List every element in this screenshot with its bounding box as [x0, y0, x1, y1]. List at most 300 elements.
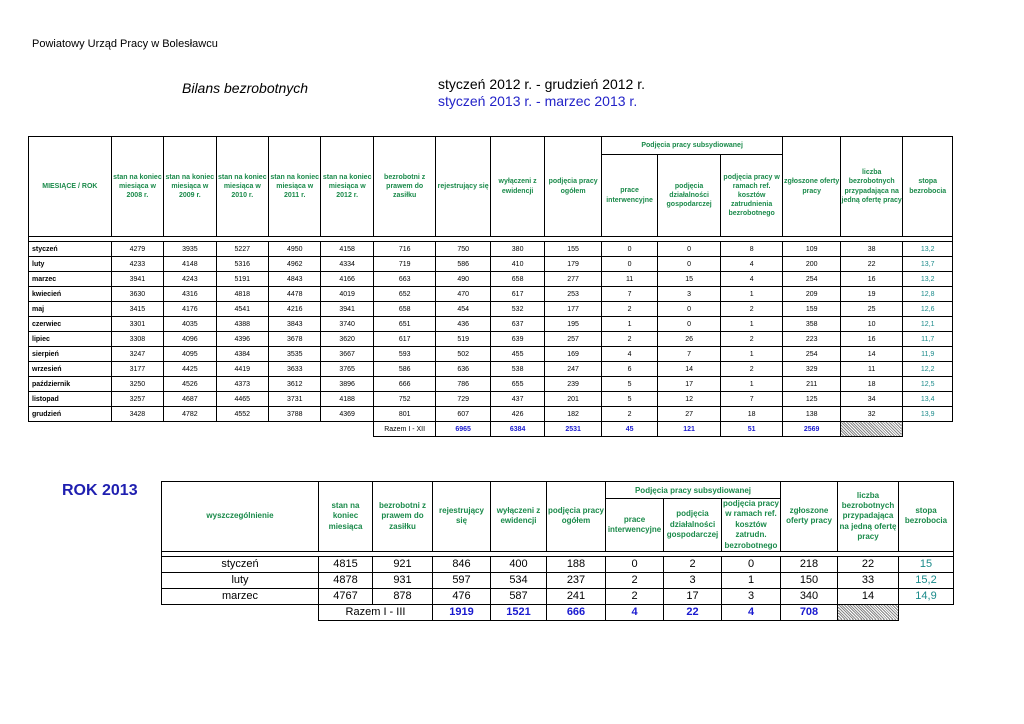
table-cell: 14 [838, 588, 899, 604]
table-cell: 150 [781, 572, 838, 588]
table-cell: 4 [720, 272, 783, 287]
table-cell: 658 [490, 272, 544, 287]
table-cell: 188 [547, 556, 606, 572]
table-cell: 476 [433, 588, 491, 604]
t2-header-offers: zgłoszone oferty pracy [781, 482, 838, 552]
table-cell: 1 [720, 287, 783, 302]
table-cell: 4782 [164, 407, 216, 422]
table-row [29, 377, 953, 392]
table-cell: 3941 [321, 302, 373, 317]
table-cell: 22 [840, 257, 903, 272]
table-cell: 3678 [269, 332, 321, 347]
table-cell: 11 [840, 362, 903, 377]
table-cell: 4334 [321, 257, 373, 272]
t2-header-registering: rejestrujący się [433, 482, 491, 552]
total-offers: 2569 [783, 422, 840, 437]
period-2013: styczeń 2013 r. - marzec 2013 r. [438, 93, 638, 109]
table-cell: 13,9 [903, 407, 953, 422]
table-cell: 16 [840, 332, 903, 347]
table-cell: 33 [838, 572, 899, 588]
t2-total-interventional: 4 [606, 604, 664, 620]
total-business: 121 [658, 422, 721, 437]
table-cell: 3 [664, 572, 722, 588]
table-cell: 8 [720, 242, 783, 257]
header-registering: rejestrujący się [436, 137, 490, 237]
table-cell: 1 [720, 347, 783, 362]
table-cell: 4843 [269, 272, 321, 287]
row-label: maj [29, 302, 112, 317]
table-cell: 4962 [269, 257, 321, 272]
table-cell: 0 [658, 317, 721, 332]
table-cell: 254 [783, 347, 840, 362]
table-cell: 155 [545, 242, 601, 257]
table-cell: 3935 [164, 242, 216, 257]
table-cell: 7 [658, 347, 721, 362]
table-cell: 13,7 [903, 257, 953, 272]
table-cell: 4176 [164, 302, 216, 317]
table-cell: 534 [491, 572, 547, 588]
t2-header-business: podjęcia działalności gospodarczej [664, 499, 722, 552]
table-cell: 182 [545, 407, 601, 422]
table-cell: 3620 [321, 332, 373, 347]
table-cell: 651 [373, 317, 436, 332]
row-label: luty [29, 257, 112, 272]
table-cell: 109 [783, 242, 840, 257]
row-label: październik [29, 377, 112, 392]
table-cell: 4526 [164, 377, 216, 392]
table-cell: 586 [436, 257, 490, 272]
total-jobs: 2531 [545, 422, 601, 437]
t2-header-spec: wyszczególnienie [162, 482, 319, 552]
table-cell: 13,2 [903, 242, 953, 257]
table-cell: 2 [601, 332, 657, 347]
table-cell: 4166 [321, 272, 373, 287]
table-cell: 4541 [216, 302, 268, 317]
table-cell: 4878 [319, 572, 373, 588]
table-row [29, 302, 953, 317]
header-business: podjęcia działalności gospodarczej [658, 155, 721, 237]
table-cell: 14 [840, 347, 903, 362]
table-cell: 14 [658, 362, 721, 377]
table-cell: 12,8 [903, 287, 953, 302]
table-cell: 4019 [321, 287, 373, 302]
table-cell: 4095 [164, 347, 216, 362]
table-cell: 125 [783, 392, 840, 407]
table-cell: 19 [840, 287, 903, 302]
row-label: styczeń [162, 556, 319, 572]
table-cell: 2 [720, 332, 783, 347]
table-cell: 921 [373, 556, 433, 572]
table-cell: 3535 [269, 347, 321, 362]
t2-header-deregistered: wyłączeni z ewidencji [491, 482, 547, 552]
header-month-year: MIESIĄCE / ROK [29, 137, 112, 237]
table-row [162, 556, 954, 572]
table-cell: 247 [545, 362, 601, 377]
t2-header-per-offer: liczba bezrobotnych przypadająca na jedną ofertę pracy [838, 482, 899, 552]
total-hatched-cell [840, 422, 903, 437]
t2-header-subsidized: Podjęcia pracy subsydiowanej [606, 482, 781, 499]
table-cell: 2 [601, 302, 657, 317]
table-cell: 617 [373, 332, 436, 347]
table-cell: 519 [436, 332, 490, 347]
table-cell: 138 [783, 407, 840, 422]
table-cell: 4478 [269, 287, 321, 302]
table-cell: 15 [899, 556, 954, 572]
table-cell: 7 [720, 392, 783, 407]
table-cell: 1 [720, 317, 783, 332]
table-cell: 716 [373, 242, 436, 257]
table-cell: 10 [840, 317, 903, 332]
table-cell: 211 [783, 377, 840, 392]
table-cell: 4316 [164, 287, 216, 302]
t2-total-hatched-cell [838, 604, 899, 620]
table-cell: 3177 [111, 362, 163, 377]
t2-total-jobs: 666 [547, 604, 606, 620]
table-cell: 201 [545, 392, 601, 407]
table-row [29, 362, 953, 377]
table-cell: 239 [545, 377, 601, 392]
header-jobs-total: podjęcia pracy ogółem [545, 137, 601, 237]
table-cell: 11 [601, 272, 657, 287]
header-deregistered: wyłączeni z ewidencji [490, 137, 544, 237]
document-title: Bilans bezrobotnych [182, 80, 309, 96]
header-end-2012: stan na koniec miesiąca w 2012 r. [321, 137, 373, 237]
table-cell: 3788 [269, 407, 321, 422]
header-rate: stopa bezrobocia [903, 137, 953, 237]
table-cell: 3257 [111, 392, 163, 407]
table-cell: 4419 [216, 362, 268, 377]
table-cell: 22 [838, 556, 899, 572]
table-cell: 4950 [269, 242, 321, 257]
table-row [29, 317, 953, 332]
row-label: lipiec [29, 332, 112, 347]
table-cell: 3612 [269, 377, 321, 392]
table-cell: 3896 [321, 377, 373, 392]
table-cell: 15,2 [899, 572, 954, 588]
t2-total-label: Razem I - III [319, 604, 433, 620]
table-cell: 200 [783, 257, 840, 272]
table-cell: 2 [601, 407, 657, 422]
total-interventional: 45 [601, 422, 657, 437]
balance-table-2013 [161, 481, 954, 621]
table-cell: 340 [781, 588, 838, 604]
table-cell: 329 [783, 362, 840, 377]
header-offers: zgłoszone oferty pracy [783, 137, 840, 237]
table-cell: 195 [545, 317, 601, 332]
table-cell: 253 [545, 287, 601, 302]
table-cell: 2 [720, 362, 783, 377]
table-cell: 4035 [164, 317, 216, 332]
table-cell: 6 [601, 362, 657, 377]
t2-header-reimbursed: podjęcia pracy w ramach ref. kosztów zatrudn. bezrobotnego [722, 499, 780, 550]
table-cell: 666 [373, 377, 436, 392]
table2-body [162, 556, 954, 604]
table-cell: 12,5 [903, 377, 953, 392]
row-label: listopad [29, 392, 112, 407]
table-cell: 16 [840, 272, 903, 287]
table-cell: 663 [373, 272, 436, 287]
table-cell: 719 [373, 257, 436, 272]
table-cell: 223 [783, 332, 840, 347]
table-cell: 0 [606, 556, 664, 572]
table-cell: 3765 [321, 362, 373, 377]
t2-header-rate: stopa bezrobocia [899, 482, 954, 552]
header-end-2009: stan na koniec miesiąca w 2009 r. [164, 137, 216, 237]
table-cell: 209 [783, 287, 840, 302]
table-cell: 18 [840, 377, 903, 392]
table-cell: 11,7 [903, 332, 953, 347]
table-cell: 586 [373, 362, 436, 377]
header-end-2008: stan na koniec miesiąca w 2008 r. [111, 137, 163, 237]
table-cell: 587 [491, 588, 547, 604]
table-cell: 5 [601, 392, 657, 407]
table-cell: 14,9 [899, 588, 954, 604]
balance-table-2012 [28, 136, 953, 437]
table-row [29, 272, 953, 287]
table-cell: 11,9 [903, 347, 953, 362]
t2-total-deregistered: 1521 [491, 604, 547, 620]
table-cell: 4465 [216, 392, 268, 407]
table-row [29, 332, 953, 347]
table-cell: 1 [722, 572, 781, 588]
t2-total-reimbursed: 4 [722, 604, 781, 620]
table-cell: 15 [658, 272, 721, 287]
table-cell: 38 [840, 242, 903, 257]
header-reimbursed: podjęcia pracy w ramach ref. kosztów zatrudnienia bezrobotnego [720, 155, 783, 237]
table-cell: 455 [490, 347, 544, 362]
table-row [162, 588, 954, 604]
table-cell: 257 [545, 332, 601, 347]
table-cell: 3415 [111, 302, 163, 317]
row-label: wrzesień [29, 362, 112, 377]
table-cell: 3630 [111, 287, 163, 302]
table-cell: 3301 [111, 317, 163, 332]
table-cell: 410 [490, 257, 544, 272]
table-cell: 436 [436, 317, 490, 332]
t2-total-offers: 708 [781, 604, 838, 620]
table-cell: 426 [490, 407, 544, 422]
table-row [29, 242, 953, 257]
table-cell: 3633 [269, 362, 321, 377]
table-cell: 34 [840, 392, 903, 407]
table-row [29, 257, 953, 272]
table-cell: 1 [601, 317, 657, 332]
table-cell: 3843 [269, 317, 321, 332]
table-cell: 4388 [216, 317, 268, 332]
table-cell: 169 [545, 347, 601, 362]
table-cell: 4216 [269, 302, 321, 317]
table-cell: 3667 [321, 347, 373, 362]
table-cell: 532 [490, 302, 544, 317]
period-2012: styczeń 2012 r. - grudzień 2012 r. [438, 76, 646, 92]
table-cell: 4815 [319, 556, 373, 572]
table-cell: 607 [436, 407, 490, 422]
table-cell: 652 [373, 287, 436, 302]
table-cell: 4 [720, 257, 783, 272]
t2-total-blank [899, 604, 954, 620]
table-cell: 3 [658, 287, 721, 302]
table-row [29, 407, 953, 422]
table-cell: 786 [436, 377, 490, 392]
table-cell: 159 [783, 302, 840, 317]
table-cell: 636 [436, 362, 490, 377]
t2-total-spacer [162, 604, 319, 620]
table-row [29, 392, 953, 407]
table-cell: 4158 [321, 242, 373, 257]
header-interventional: prace interwencyjne [601, 155, 657, 237]
table-cell: 2 [606, 588, 664, 604]
table-cell: 0 [658, 257, 721, 272]
table-cell: 2 [606, 572, 664, 588]
organization-name: Powiatowy Urząd Pracy w Bolesławcu [32, 38, 218, 50]
table-cell: 4767 [319, 588, 373, 604]
table-cell: 4243 [164, 272, 216, 287]
table-cell: 12,2 [903, 362, 953, 377]
table-cell: 4552 [216, 407, 268, 422]
t2-header-jobs-total: podjęcia pracy ogółem [547, 482, 606, 552]
table-cell: 597 [433, 572, 491, 588]
table-cell: 752 [373, 392, 436, 407]
t2-total-registering: 1919 [433, 604, 491, 620]
table-cell: 3308 [111, 332, 163, 347]
table-cell: 0 [722, 556, 781, 572]
row-label: marzec [162, 588, 319, 604]
table-cell: 17 [664, 588, 722, 604]
table-cell: 639 [490, 332, 544, 347]
table-cell: 12,6 [903, 302, 953, 317]
table-cell: 4 [601, 347, 657, 362]
row-label: sierpień [29, 347, 112, 362]
table-cell: 4279 [111, 242, 163, 257]
table-cell: 241 [547, 588, 606, 604]
table1-body [29, 242, 953, 422]
row-label: grudzień [29, 407, 112, 422]
table-cell: 26 [658, 332, 721, 347]
table-cell: 846 [433, 556, 491, 572]
table-row [162, 572, 954, 588]
table-row [29, 347, 953, 362]
table-cell: 454 [436, 302, 490, 317]
t2-header-interventional: prace interwencyjne [606, 499, 664, 552]
table-cell: 400 [491, 556, 547, 572]
table-cell: 13,2 [903, 272, 953, 287]
table-cell: 4687 [164, 392, 216, 407]
table-cell: 538 [490, 362, 544, 377]
table-cell: 931 [373, 572, 433, 588]
table-cell: 32 [840, 407, 903, 422]
row-label: czerwiec [29, 317, 112, 332]
table-cell: 5 [601, 377, 657, 392]
table-cell: 3740 [321, 317, 373, 332]
table-cell: 878 [373, 588, 433, 604]
table-cell: 4373 [216, 377, 268, 392]
table-cell: 7 [601, 287, 657, 302]
section-title-2013: ROK 2013 [62, 482, 138, 499]
total-spacer [29, 422, 374, 437]
table-cell: 179 [545, 257, 601, 272]
header-end-2010: stan na koniec miesiąca w 2010 r. [216, 137, 268, 237]
table-cell: 4425 [164, 362, 216, 377]
header-end-2011: stan na koniec miesiąca w 2011 r. [269, 137, 321, 237]
header-per-offer: liczba bezrobotnych przypadająca na jedną ofertę pracy [840, 137, 903, 237]
row-label: styczeń [29, 242, 112, 257]
table-cell: 617 [490, 287, 544, 302]
t2-header-end-month: stan na koniec miesiąca [319, 482, 373, 552]
table-cell: 12,1 [903, 317, 953, 332]
table-cell: 3 [722, 588, 781, 604]
table-cell: 4233 [111, 257, 163, 272]
t2-header-benefit: bezrobotni z prawem do zasiłku [373, 482, 433, 552]
table-cell: 5227 [216, 242, 268, 257]
table-cell: 5316 [216, 257, 268, 272]
table-cell: 3247 [111, 347, 163, 362]
table-cell: 750 [436, 242, 490, 257]
table-cell: 3731 [269, 392, 321, 407]
table-cell: 237 [547, 572, 606, 588]
table-cell: 2 [664, 556, 722, 572]
table-cell: 637 [490, 317, 544, 332]
table-cell: 4148 [164, 257, 216, 272]
table-cell: 1 [720, 377, 783, 392]
table-cell: 437 [490, 392, 544, 407]
table-cell: 3428 [111, 407, 163, 422]
table-cell: 5191 [216, 272, 268, 287]
table-cell: 12 [658, 392, 721, 407]
table-cell: 277 [545, 272, 601, 287]
table-cell: 27 [658, 407, 721, 422]
row-label: marzec [29, 272, 112, 287]
header-subsidized: Podjęcia pracy subsydiowanej [601, 137, 783, 155]
table-cell: 490 [436, 272, 490, 287]
table-cell: 801 [373, 407, 436, 422]
row-label: luty [162, 572, 319, 588]
table-cell: 2 [720, 302, 783, 317]
table-cell: 3941 [111, 272, 163, 287]
table-cell: 177 [545, 302, 601, 317]
table-cell: 18 [720, 407, 783, 422]
total-blank [903, 422, 953, 437]
table-cell: 4096 [164, 332, 216, 347]
table-cell: 4396 [216, 332, 268, 347]
table-cell: 593 [373, 347, 436, 362]
table-cell: 4188 [321, 392, 373, 407]
total-deregistered: 6384 [490, 422, 544, 437]
table-cell: 729 [436, 392, 490, 407]
table-cell: 4369 [321, 407, 373, 422]
table-cell: 4384 [216, 347, 268, 362]
table-cell: 470 [436, 287, 490, 302]
t2-total-business: 22 [664, 604, 722, 620]
row-label: kwiecień [29, 287, 112, 302]
total-registering: 6965 [436, 422, 490, 437]
table-cell: 380 [490, 242, 544, 257]
table-cell: 218 [781, 556, 838, 572]
table-cell: 0 [658, 242, 721, 257]
header-benefit: bezrobotni z prawem do zasiłku [373, 137, 436, 237]
table-cell: 254 [783, 272, 840, 287]
table-cell: 17 [658, 377, 721, 392]
table-row [29, 287, 953, 302]
table-cell: 3250 [111, 377, 163, 392]
table-cell: 0 [601, 257, 657, 272]
table-cell: 655 [490, 377, 544, 392]
table-cell: 4818 [216, 287, 268, 302]
table-cell: 502 [436, 347, 490, 362]
table-cell: 13,4 [903, 392, 953, 407]
total-label: Razem I - XII [373, 422, 436, 437]
table-cell: 0 [601, 242, 657, 257]
table-cell: 25 [840, 302, 903, 317]
